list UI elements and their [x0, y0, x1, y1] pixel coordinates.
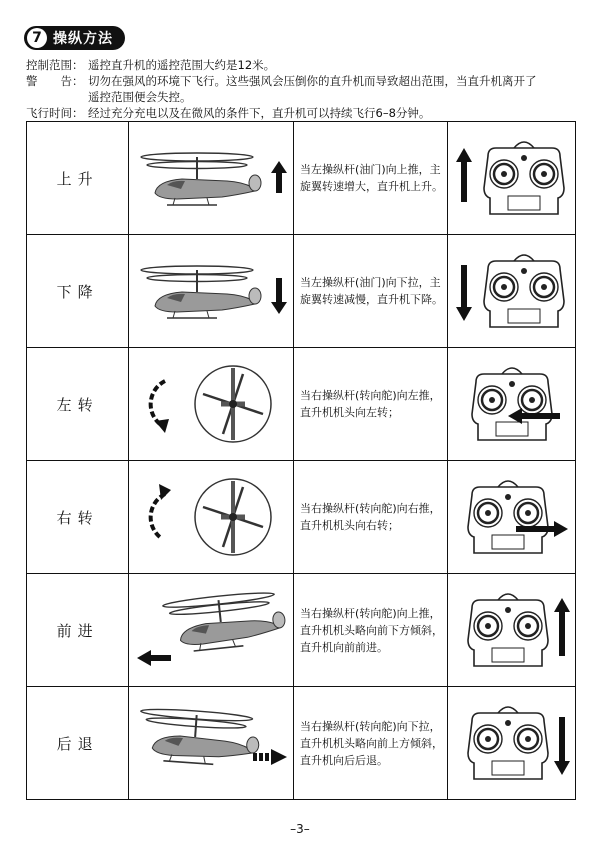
description: 当左操纵杆(油门)向下拉，主旋翼转速减慢，直升机下降。 — [294, 235, 448, 348]
controller-icon — [452, 590, 572, 670]
controller-illustration — [448, 687, 576, 800]
controller-illustration — [448, 574, 576, 687]
helicopter-top-icon — [131, 472, 291, 562]
controller-illustration — [448, 235, 576, 348]
arrow-down-icon — [456, 265, 472, 321]
section-header — [24, 26, 125, 52]
range-label: 控制范围： — [26, 58, 84, 72]
table-row — [27, 122, 576, 235]
helicopter-illustration — [129, 461, 294, 574]
helicopter-illustration — [129, 122, 294, 235]
section-title: 操纵方法 — [53, 31, 113, 47]
section-number: 7 — [27, 28, 47, 48]
action-label: 左转 — [27, 348, 129, 461]
table-row — [27, 235, 576, 348]
arrow-down-icon — [271, 278, 287, 314]
arrow-right-icon — [271, 749, 287, 765]
table-row — [27, 461, 576, 574]
helicopter-side-icon — [131, 143, 291, 213]
warning-text-2: 遥控范围便会失控。 — [88, 90, 192, 104]
action-label: 右转 — [27, 461, 129, 574]
warning-label: 警 告： — [26, 74, 84, 88]
time-label: 飞行时间： — [26, 106, 84, 120]
arrow-up-icon — [456, 148, 472, 202]
controller-icon — [452, 251, 572, 331]
description: 当右操纵杆(转向舵)向上推，直升机机头略向前下方倾斜，直升机向前前进。 — [294, 574, 448, 687]
helicopter-illustration — [129, 574, 294, 687]
intro-text — [26, 57, 586, 121]
helicopter-side-icon — [131, 590, 291, 670]
action-label: 上升 — [27, 122, 129, 235]
range-text: 遥控直升机的遥控范围大约是12米。 — [88, 58, 276, 72]
description: 当右操纵杆(转向舵)向右推，直升机机头向右转； — [294, 461, 448, 574]
arrow-down-icon — [554, 717, 570, 775]
helicopter-side-icon — [131, 256, 291, 326]
time-text: 经过充分充电以及在微风的条件下，直升机可以持续飞行6–8分钟。 — [88, 106, 431, 120]
arrow-up-icon — [554, 598, 570, 656]
action-label: 后退 — [27, 687, 129, 800]
description: 当右操纵杆(转向舵)向左推，直升机机头向左转； — [294, 348, 448, 461]
rotate-arrow-icon — [151, 494, 165, 538]
table-row — [27, 348, 576, 461]
helicopter-illustration — [129, 687, 294, 800]
controller-icon — [452, 364, 572, 444]
controller-illustration — [448, 122, 576, 235]
rotate-arrow-icon — [151, 381, 165, 425]
controller-illustration — [448, 461, 576, 574]
action-label: 前进 — [27, 574, 129, 687]
description: 当左操纵杆(油门)向上推，主旋翼转速增大，直升机上升。 — [294, 122, 448, 235]
helicopter-side-icon — [131, 703, 291, 783]
controller-icon — [452, 703, 572, 783]
action-label: 下降 — [27, 235, 129, 348]
helicopter-illustration — [129, 235, 294, 348]
controller-illustration — [448, 348, 576, 461]
controller-icon — [452, 138, 572, 218]
table-row — [27, 574, 576, 687]
controller-icon — [452, 477, 572, 557]
page-number: –3– — [290, 822, 310, 836]
arrow-left-icon — [137, 650, 171, 666]
helicopter-illustration — [129, 348, 294, 461]
warning-text: 切勿在强风的环境下飞行。这些强风会压倒你的直升机而导致超出范围，当直升机离开了 — [88, 74, 537, 88]
arrow-up-icon — [271, 161, 287, 193]
helicopter-top-icon — [131, 359, 291, 449]
description: 当右操纵杆(转向舵)向下拉，直升机机头略向前上方倾斜，直升机向后后退。 — [294, 687, 448, 800]
table-row — [27, 687, 576, 800]
operation-table — [26, 121, 576, 800]
